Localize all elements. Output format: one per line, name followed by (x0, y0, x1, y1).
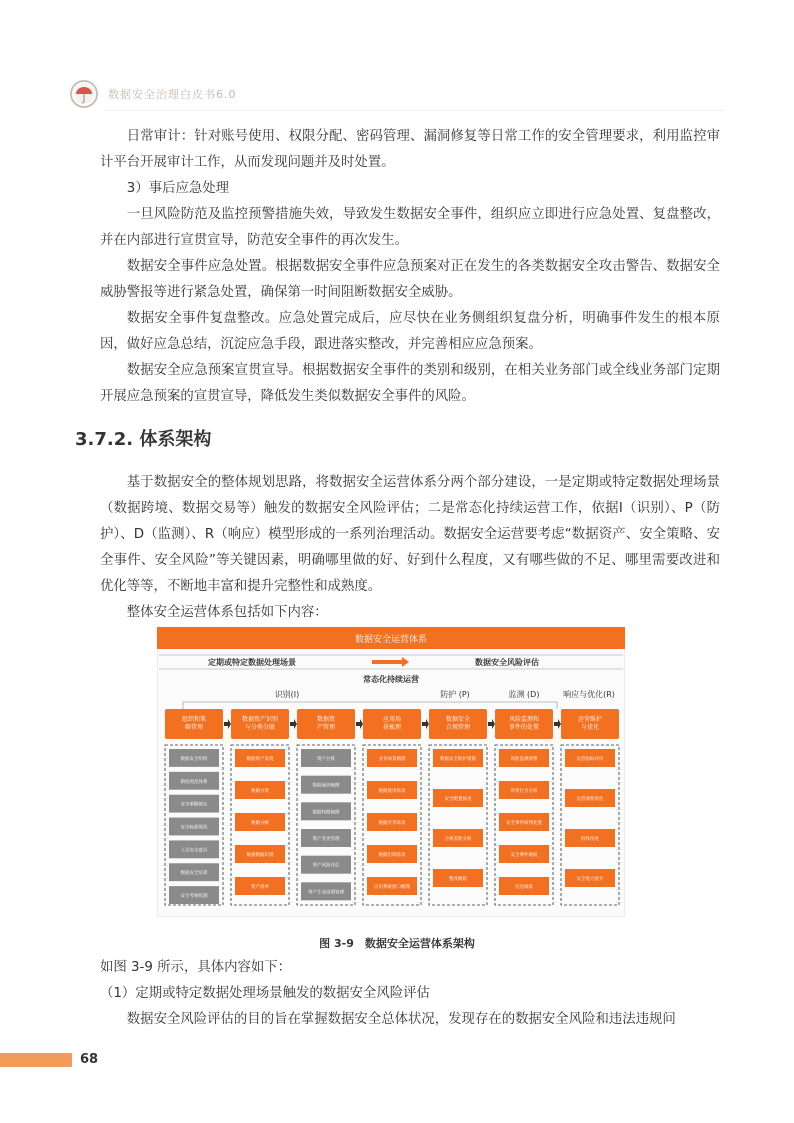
diagram-column (561, 709, 619, 905)
column-header-label: 应用场景梳理 (382, 716, 402, 731)
paragraph: 如图 3-9 所示，具体内容如下： (100, 960, 292, 975)
column-item-label: 资产风险评估 (312, 863, 340, 869)
column-item-label: 数据安全培训 (180, 871, 208, 877)
column-item-label: 安全事件通报 (510, 853, 538, 858)
column-header-label: 运营维护与优化 (577, 716, 603, 731)
column-item-label: 资产变更管理 (312, 837, 340, 842)
paragraph: 一旦风险防范及监控预警措施失效，导致发生数据安全事件，组织应立即进行应急处置、复盘整改，并在内部进行宣贯宣导，防范安全事件的再次发生。 (100, 207, 720, 248)
page-header (70, 78, 237, 110)
column-item-label: 风险监测预警 (510, 757, 538, 762)
architecture-diagram (157, 627, 625, 917)
phase-respond: 响应与优化(R) (563, 690, 615, 699)
phase-identify: 识别(I) (274, 690, 300, 699)
paragraph: 数据安全事件复盘整改。应急处置完成后，应尽快在业务侧组织复盘分析，明确事件发生的根本原因，做好应急总结，沉淀应急手段，跟进落实整改，并完善相应应急预案。 (100, 311, 720, 352)
column-item-label: 安全能力提升 (576, 877, 604, 882)
column-item-label: 应用系统接口梳理 (374, 885, 410, 890)
continuous-operation-label: 常态化持续运营 (363, 675, 419, 684)
column-header-label: 数据安全合规管理 (445, 716, 471, 731)
column-header-label: 数据资产识别与分类分级 (241, 716, 279, 731)
diagram-title: 数据安全运营体系 (354, 635, 428, 645)
column-item-label: 敏感数据识别 (246, 853, 274, 858)
footer-accent-bar (0, 1053, 72, 1067)
figure-caption: 图 3-9 数据安全运营体系架构 (319, 937, 475, 950)
header-divider (104, 110, 724, 111)
risk-assessment-label: 数据安全风险评估 (475, 658, 539, 667)
column-item-label: 数据资产发现 (246, 757, 274, 762)
column-item-label: 数据使用场景 (378, 789, 406, 794)
column-header-label: 数据资产管理 (316, 716, 336, 731)
column-item-label: 安全考核机制 (180, 894, 208, 900)
column-header-label: 风险监测和事件的处置 (508, 716, 540, 731)
section-heading: 3.7.2. 体系架构 (75, 429, 212, 450)
column-item-label: 人员安全意识 (180, 848, 208, 854)
phase-detect: 监测 (D) (508, 690, 540, 699)
column-item-label: 数据共享场景 (378, 821, 406, 826)
paragraph: 日常审计：针对账号使用、权限分配、密码管理、漏洞修复等日常工作的安全管理要求，利用监控审计平台开展审计工作，从而发现问题并及时处置。 (100, 129, 720, 170)
paragraph: 基于数据安全的整体规划思路，将数据安全运营体系分两个部分建设，一是定期或特定数据处理场景（数据跨境、数据交易等）触发的数据安全风险评估；二是常态化持续运营工作，依据I（识别）、P（防护）、D（监测）、R（响应）模型形成的一系列治理活动。数据安全运营要考虑“数据资产、安全策略、安全事件、安全风险”等关键因素，明确哪里做的好、好到什么程度，又有哪些做的不足、哪里需要改进和优化等等，不断地丰富和提升完整性和成熟度。 (100, 475, 720, 594)
column-item-label: 资产生命周期管理 (308, 890, 344, 896)
column-header-label: 组织和策略管理 (181, 716, 207, 731)
column-item-label: 运营流程优化 (576, 797, 604, 802)
body-block-3 (100, 955, 720, 1033)
column-item-label: 制度规范体系 (180, 779, 208, 785)
column-item-label: 安全标准规范 (180, 825, 208, 831)
phase-protect: 防护 (P) (440, 690, 470, 699)
column-item-label: 安全事件研判处置 (506, 821, 542, 826)
column-item-label: 持续改进 (581, 837, 599, 842)
paragraph: 数据安全风险评估的目的旨在掌握数据安全总体状况，发现存在的数据安全风险和违法违规问 (126, 1012, 676, 1027)
column-item-label: 数据出境场景 (378, 853, 406, 858)
column-item-label: 资产台账 (317, 757, 335, 762)
body-block-1 (100, 124, 720, 410)
column-item-label: 运营指标评价 (576, 757, 604, 762)
column-item-label: 数据流向梳理 (312, 783, 340, 789)
column-item-label: 数据分级 (251, 821, 269, 826)
paragraph: 数据安全应急预案宣贯宣导。根据数据安全事件的类别和级别，在相关业务部门或全线业务部门定期开展应急预案的宣贯宣导，降低发生类似数据安全事件的风险。 (100, 363, 720, 404)
paragraph: 数据安全事件应急处置。根据数据安全事件应急预案对正在发生的各类数据安全攻击警告、数据安全威胁警报等进行紧急处置，确保第一时间阻断数据安全威胁。 (100, 259, 720, 300)
column-item-label: 应急演练 (515, 885, 533, 890)
column-item-label: 资产清单 (251, 885, 269, 890)
body-block-2 (100, 470, 720, 626)
column-item-label: 安全配置核查 (444, 797, 472, 802)
header-title: 数据安全治理白皮书6.0 (108, 88, 237, 101)
column-item-label: 合规差距分析 (444, 837, 472, 842)
column-item-label: 数据权限梳理 (312, 810, 340, 816)
column-item-label: 数据分类 (251, 789, 269, 794)
subheading: （1）定期或特定数据处理场景触发的数据安全风险评估 (100, 986, 430, 1001)
column-item-label: 安全策略制定 (180, 802, 208, 808)
trigger-scenario-label: 定期或特定数据处理场景 (208, 658, 296, 667)
subheading: 3）事后应急处理 (126, 181, 230, 196)
column-item-label: 业务场景梳理 (378, 757, 406, 762)
column-item-label: 数据安全防护措施 (440, 757, 476, 762)
paragraph: 整体安全运营体系包括如下内容： (126, 605, 328, 620)
column-item-label: 异常行为分析 (510, 789, 538, 794)
column-item-label: 整改跟踪 (449, 877, 467, 882)
column-item-label: 数据安全组织 (180, 756, 208, 762)
page-number: 68 (80, 1052, 99, 1067)
umbrella-logo-icon (70, 80, 98, 108)
